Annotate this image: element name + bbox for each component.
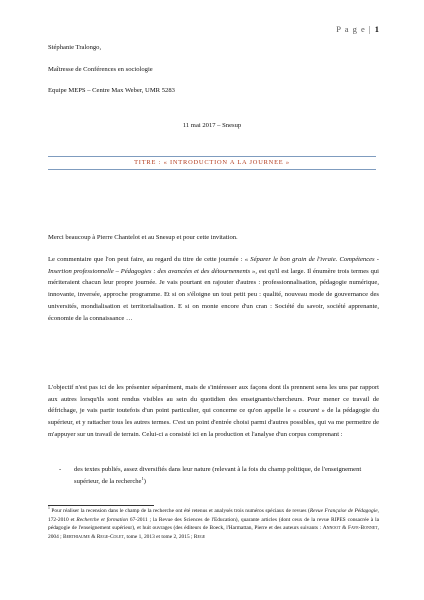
page-label: P a g e | [336, 24, 372, 34]
footnote-italic-d: Recherche et formation [76, 516, 128, 523]
footnote-marker: 1 [48, 506, 50, 511]
paragraph-3-part-1: L'objectif n'est pas ici de les présenter séparément, mais de s'intéresser aux façons dont ils prennent sens les uns par rapport aux autres lorsqu'ils sont rendus visibles au sein du quotidien des enseignants/chercheurs. Pour mener ce travail de défrichage, je vais partir toutefois d'un point particulier, qui concerne ce qu'on appelle le « [48, 384, 379, 415]
footnote-author-2: Berthiaume & Rege-Colet [62, 533, 124, 540]
footnote [48, 507, 379, 541]
footnote-author-1: Annoot & Fave-Bonnet [322, 525, 378, 532]
paragraph-1 [48, 232, 379, 244]
paragraph-2 [48, 254, 379, 324]
footnote-divider [48, 505, 154, 506]
list-item-end: ) [143, 477, 146, 485]
page-number: 1 [374, 24, 379, 34]
paragraph-3-part-2: » de la pédagogie du supérieur, et y rattacher tous les autres termes. C'est un point d'entrée choisi parmi d'autres possibles, qui va me permettre de m'appuyer sur un travail de terrain. Celui-ci a consisté ici en la production et l'analyse d'un corpus comprenant : [48, 407, 379, 438]
paragraph-2-italic: Séparer le bon grain de l'ivraie. Compétences - Insertion professionnelle – Pédagogies : des avancées et des détournements [48, 256, 380, 275]
paragraph-1-text: Merci beaucoup à Pierre Chantelot et au Snesup et pour cette invitation. [48, 234, 238, 241]
event-date: 11 mai 2017 – Snesup [182, 122, 242, 129]
author-position: Maîtresse de Conférences en sociologie [48, 66, 153, 73]
paragraph-3-text [48, 382, 379, 441]
list-item [59, 464, 379, 487]
author-affiliation: Equipe MEPS – Centre Max Weber, UMR 5283 [48, 87, 175, 94]
paragraph-2-part-2: », est qu'il est large. Il énumère trois termes qui mériteraient chacun leur propre journée. Je vais pourtant en rajouter d'autres : professionnalisation, pédagogie numérique, innovante, inversée, approche programme. Et si on s'éloigne un tout petit peu : qualité, nouveau mode de gouvernance des universités, mondialisation et territorialisation. E si on monte encore d'un cran : Société du savoir, société apprenante, économie de la connaissance … [48, 267, 379, 322]
paragraph-2-part-1: Le commentaire que l'on peut faire, au regard du titre de cette journée : « [48, 256, 251, 263]
footnote-italic-b: Revue Française de Pédagogie [309, 508, 378, 514]
footnote-text-a: Pour réaliser la recension dans le champ de la recherche ont été retenus et analysés trois numéros spéciaux de revues ( [49, 508, 310, 514]
list-dash: - [59, 466, 62, 473]
document-title: TITRE : « INTRODUCTION A LA JOURNEE » [134, 159, 290, 166]
footnote-text-c: , 172-2010 et [48, 508, 379, 523]
footnote-text-g: , tome 1, 2013 et tome 2, 2015 ; [123, 533, 194, 540]
footnote-author-3: Rege [193, 533, 206, 540]
page-header [336, 24, 379, 34]
paragraph-3 [48, 382, 379, 441]
list-item-text: des textes publiés, assez diversifiés dans leur nature (relevant à la fois du champ politique, de l'enseignement supérieur, de la recherche [74, 466, 362, 485]
paragraph-3-italic: courant [298, 407, 320, 415]
footnote-text-f: , 2004 ; [48, 525, 379, 540]
footnote-ref[interactable]: 1 [141, 475, 144, 481]
author-name: Stéphanie Tralongo, [48, 44, 102, 51]
footnote-text-e: 67-2011 ; la Revue des Sciences de l'Education), quarante articles (dont ceux de la revue RIPES consacrée à la pédagogie de l'enseignement supérieur), et huit ouvrages (des éditeurs de Boeck, l'Harmattan, Pierre et des auteurs suivants : [48, 516, 379, 532]
title-bar [48, 156, 376, 170]
paragraph-2-text [48, 254, 379, 324]
